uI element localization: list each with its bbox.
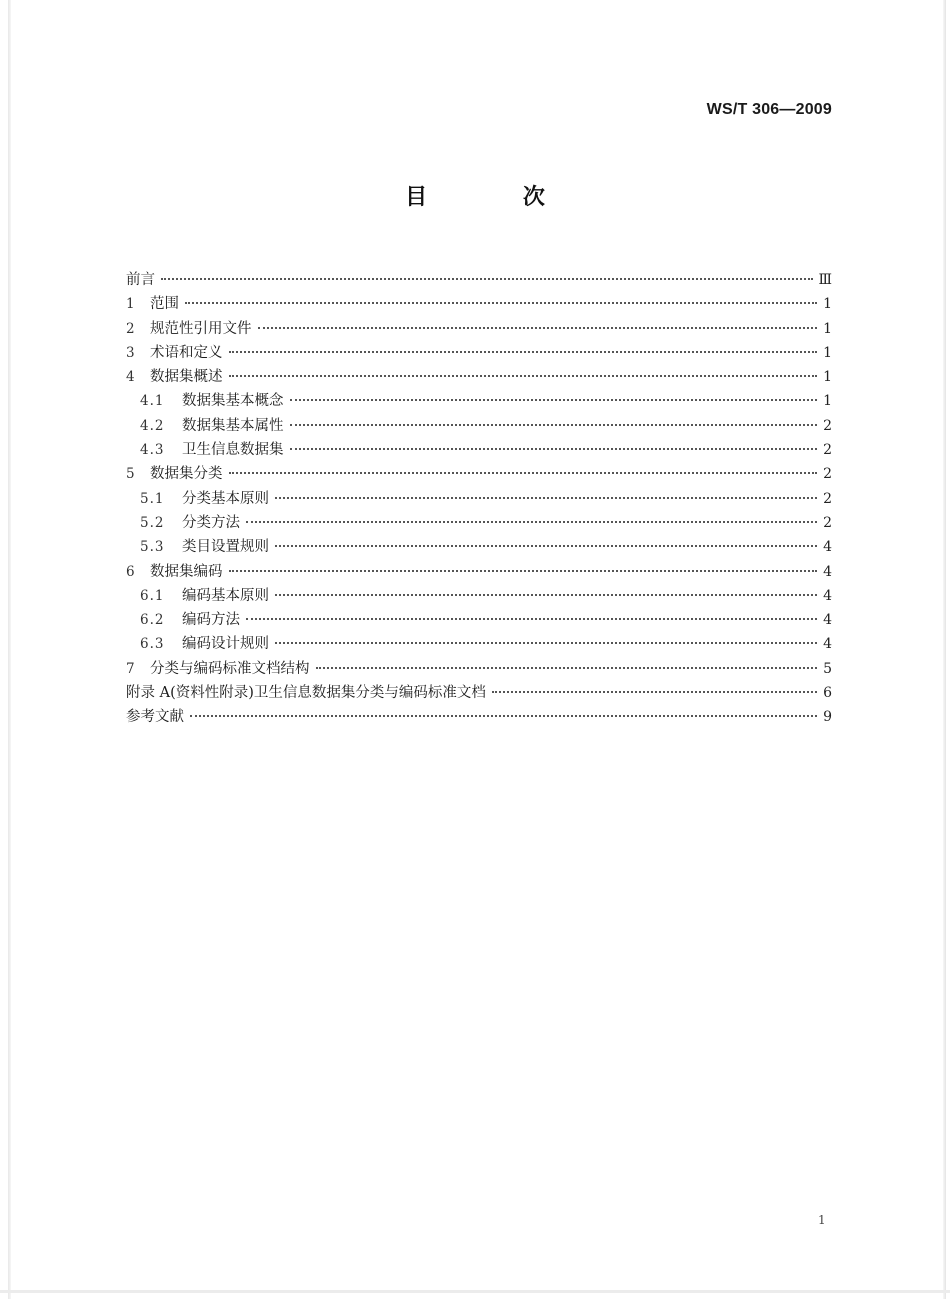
toc-leader-dots bbox=[492, 691, 817, 693]
toc-entry-number: 6 bbox=[126, 563, 135, 580]
toc-entry-page: 2 bbox=[823, 514, 832, 531]
toc-entry[interactable] bbox=[126, 657, 832, 681]
toc-entry-page: 4 bbox=[823, 587, 832, 604]
toc-entry-page: 2 bbox=[823, 417, 832, 434]
toc-entry-label: 分类与编码标准文档结构 bbox=[150, 660, 310, 677]
toc-entry-number: 6.1 bbox=[140, 587, 165, 604]
toc-leader-dots bbox=[275, 497, 817, 499]
toc-entry[interactable] bbox=[126, 389, 832, 413]
toc-entry-label: 分类基本原则 bbox=[182, 490, 269, 507]
toc-entry-number: 5.1 bbox=[140, 490, 165, 507]
toc-entry[interactable] bbox=[126, 341, 832, 365]
toc-entry-label: 分类方法 bbox=[182, 514, 240, 531]
toc-entry-label: 编码方法 bbox=[182, 612, 240, 629]
toc-entry-label: 编码基本原则 bbox=[182, 587, 269, 604]
toc-entry-number: 2 bbox=[126, 320, 135, 337]
toc-entry-page: 1 bbox=[823, 344, 832, 361]
toc-entry[interactable] bbox=[126, 462, 832, 486]
toc-leader-dots bbox=[229, 472, 818, 474]
toc-entry-number: 3 bbox=[126, 344, 135, 361]
toc-entry[interactable] bbox=[126, 487, 832, 511]
toc-entry-label: 数据集编码 bbox=[150, 563, 223, 580]
toc-entry[interactable] bbox=[126, 681, 832, 705]
toc-entry[interactable] bbox=[126, 268, 832, 292]
toc-entry[interactable] bbox=[126, 608, 832, 632]
toc-leader-dots bbox=[275, 594, 817, 596]
toc-entry-number: 5.3 bbox=[140, 539, 165, 556]
toc-entry[interactable] bbox=[126, 511, 832, 535]
toc-entry-label: 附录 A(资料性附录)卫生信息数据集分类与编码标准文档 bbox=[126, 685, 486, 702]
toc-entry-label: 编码设计规则 bbox=[182, 636, 269, 653]
toc-entry[interactable] bbox=[126, 560, 832, 584]
toc-entry-page: 2 bbox=[823, 490, 832, 507]
toc-entry[interactable] bbox=[126, 317, 832, 341]
toc-entry-label: 类目设置规则 bbox=[182, 539, 269, 556]
toc-entry-page: 6 bbox=[823, 685, 832, 702]
toc-entry-page: 2 bbox=[823, 442, 832, 459]
toc-entry-label: 前言 bbox=[126, 272, 155, 288]
toc-leader-dots bbox=[185, 302, 817, 304]
toc-entry[interactable] bbox=[126, 535, 832, 559]
toc-leader-dots bbox=[316, 667, 818, 669]
toc-entry-label: 数据集分类 bbox=[150, 466, 223, 483]
toc-entry-page: 5 bbox=[823, 660, 832, 677]
scan-page-edge-bottom bbox=[0, 1290, 950, 1293]
toc-entry-page: 1 bbox=[823, 369, 832, 386]
toc-entry-number: 4.1 bbox=[140, 393, 165, 410]
toc-entry-number: 6.3 bbox=[140, 636, 165, 653]
toc-leader-dots bbox=[229, 351, 818, 353]
toc-entry-label: 术语和定义 bbox=[150, 344, 223, 361]
toc-entry-page: 1 bbox=[823, 320, 832, 337]
toc-entry-label: 卫生信息数据集 bbox=[182, 442, 284, 459]
toc-entry-page: 4 bbox=[823, 539, 832, 556]
toc-title: 目 次 bbox=[405, 185, 589, 210]
toc-entry-page: 2 bbox=[823, 466, 832, 483]
toc-entry[interactable] bbox=[126, 632, 832, 656]
toc-leader-dots bbox=[229, 570, 818, 572]
toc-entry-label: 数据集基本概念 bbox=[182, 393, 284, 410]
toc-entry[interactable] bbox=[126, 438, 832, 462]
toc-entry-number: 4.2 bbox=[140, 417, 165, 434]
toc-entry[interactable] bbox=[126, 705, 832, 729]
standard-code: WS/T 306—2009 bbox=[706, 101, 832, 118]
toc-entry-label: 规范性引用文件 bbox=[150, 320, 252, 337]
toc-entry-page: 4 bbox=[823, 612, 832, 629]
toc-entry-number: 4 bbox=[126, 369, 135, 386]
toc-leader-dots bbox=[290, 399, 818, 401]
toc-entry[interactable] bbox=[126, 414, 832, 438]
toc-leader-dots bbox=[246, 521, 817, 523]
table-of-contents bbox=[126, 268, 832, 730]
toc-leader-dots bbox=[190, 715, 817, 717]
toc-leader-dots bbox=[290, 424, 818, 426]
toc-entry-label: 范围 bbox=[150, 296, 179, 313]
toc-entry[interactable] bbox=[126, 365, 832, 389]
toc-entry-page: 9 bbox=[823, 709, 832, 726]
toc-entry-number: 5 bbox=[126, 466, 135, 483]
toc-entry-number: 6.2 bbox=[140, 612, 165, 629]
toc-leader-dots bbox=[258, 327, 818, 329]
toc-entry-number: 7 bbox=[126, 660, 135, 677]
toc-leader-dots bbox=[275, 545, 817, 547]
toc-entry-label: 参考文献 bbox=[126, 709, 184, 726]
toc-entry-label: 数据集基本属性 bbox=[182, 417, 284, 434]
toc-leader-dots bbox=[290, 448, 818, 450]
toc-entry-page: 1 bbox=[823, 296, 832, 313]
toc-entry-page: Ⅲ bbox=[818, 272, 832, 288]
toc-entry[interactable] bbox=[126, 292, 832, 316]
toc-entry-number: 4.3 bbox=[140, 442, 165, 459]
toc-entry[interactable] bbox=[126, 584, 832, 608]
toc-entry-number: 5.2 bbox=[140, 514, 165, 531]
page-number: 1 bbox=[818, 1213, 826, 1227]
toc-leader-dots bbox=[229, 375, 818, 377]
toc-entry-label: 数据集概述 bbox=[150, 369, 223, 386]
toc-leader-dots bbox=[161, 278, 813, 280]
toc-entry-number: 1 bbox=[126, 296, 135, 313]
toc-entry-page: 4 bbox=[823, 636, 832, 653]
toc-entry-page: 4 bbox=[823, 563, 832, 580]
toc-leader-dots bbox=[246, 618, 817, 620]
toc-entry-page: 1 bbox=[823, 393, 832, 410]
toc-leader-dots bbox=[275, 642, 817, 644]
